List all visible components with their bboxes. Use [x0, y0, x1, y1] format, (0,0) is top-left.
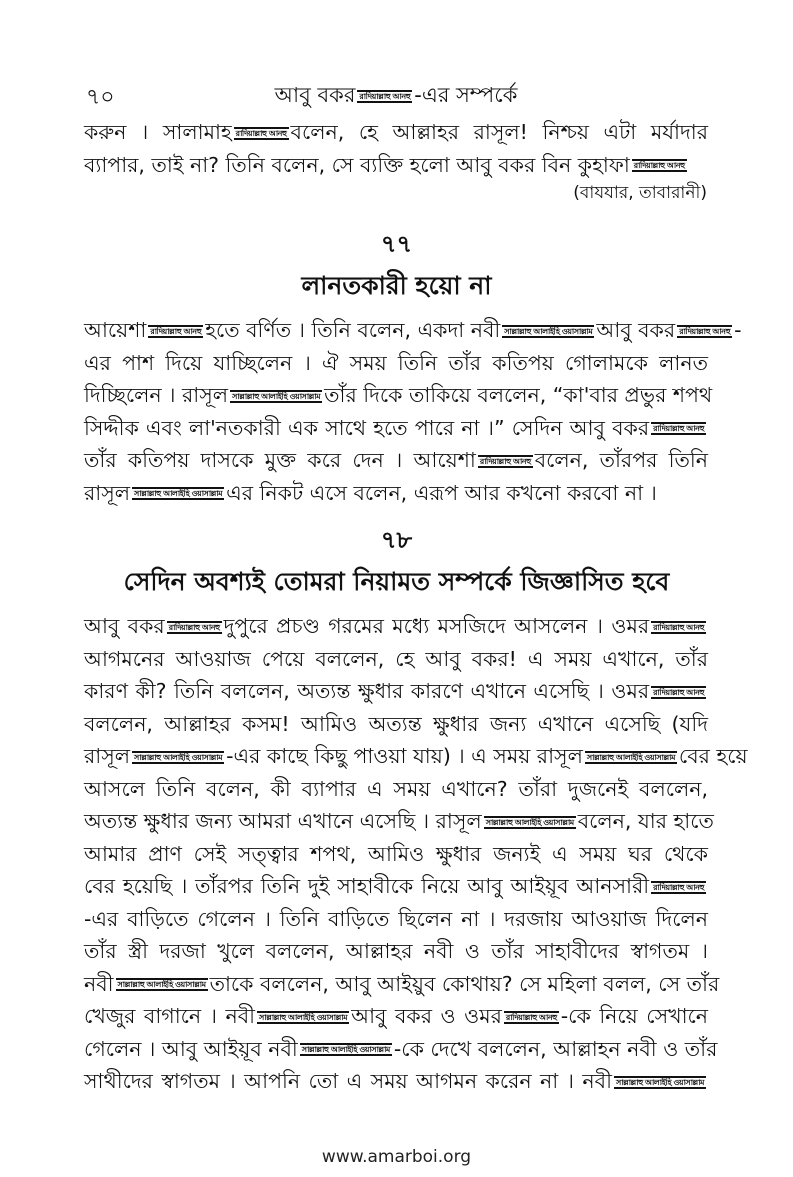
- honorific-icon: রাদিয়াল্লাহু আনহু: [235, 128, 287, 138]
- honorific-icon: রাদিয়াল্লাহু আনহু: [479, 456, 531, 466]
- text-segment: আবু বকর: [84, 614, 165, 638]
- text-line: [84, 116, 708, 149]
- text-segment: -এর বাড়িতে গেলেন । তিনি বাড়িতে ছিলেন না । দরজায় আওয়াজ দিলেন: [84, 906, 708, 931]
- text-segment: করুন । সালামাহ: [84, 120, 232, 144]
- footer-website: www.amarboi.org: [321, 1147, 472, 1167]
- text-line: [84, 347, 708, 380]
- text-segment: গেলেন । আবু আইয়ূব নবী: [84, 1036, 298, 1061]
- text-segment: রাসূল: [84, 744, 131, 768]
- text-segment: -কে দেখে বললেন, আল্লাহন নবী ও তাঁর: [393, 1036, 718, 1061]
- honorific-icon: রাদিয়াল্লাহু আনহু: [679, 326, 731, 336]
- text-segment: বের হয়েছি । তাঁরপর তিনি দুই সাহাবীকে নিয়ে আবু আইয়ূব আনসারী: [84, 874, 650, 898]
- honorific-icon: সাল্লাল্লাহু আলাইহি ওয়াসাল্লাম: [301, 1045, 390, 1054]
- honorific-icon: রাদিয়াল্লাহু আনহু: [633, 161, 685, 170]
- honorific-icon: সাল্লাল্লাহু আলাইহি ওয়াসাল্লাম: [485, 817, 574, 827]
- text-line: [84, 968, 720, 1001]
- section-78-body: [84, 610, 748, 1098]
- text-line: [84, 314, 742, 347]
- page-number: ৭০: [86, 85, 115, 110]
- text-segment: আবু বকর ও ওমর: [351, 1004, 502, 1028]
- text-segment: বললেন, আল্লাহর কসম! আমিও অত্যন্ত ক্ষুধার জন্য এখানে এসেছি (যদি: [84, 711, 708, 736]
- text-line: [84, 903, 708, 936]
- section-number-78: ৭৮: [380, 526, 413, 554]
- honorific-icon: সাল্লাল্লাহু আলাইহি ওয়াসাল্লাম: [504, 326, 593, 336]
- honorific-icon: রাদিয়াল্লাহু আনহু: [653, 687, 704, 697]
- text-line: [84, 412, 708, 445]
- honorific-icon: সাল্লাল্লাহু আলাইহি ওয়াসাল্লাম: [232, 391, 321, 401]
- text-segment: সাথীদের স্বাগতম । আপনি তো এ সময় আগমন করেন না । নবী: [84, 1069, 612, 1093]
- text-segment: তাঁর দিকে তাকিয়ে বললেন, “কা'বার প্রভুর শপথ: [324, 383, 713, 407]
- honorific-icon: সাল্লাল্লাহু আলাইহি ওয়াসাল্লাম: [117, 980, 206, 989]
- text-line: [84, 675, 708, 708]
- text-segment: বলেন, হে আল্লাহর রাসূল! নিশ্চয় এটা মর্যাদার: [290, 120, 708, 144]
- text-line: [84, 1033, 718, 1066]
- text-segment: নবী: [84, 971, 114, 996]
- text-segment: আয়েশা: [84, 318, 147, 342]
- honorific-icon: সাল্লাল্লাহু আলাইহি ওয়াসাল্লাম: [586, 752, 675, 762]
- text-segment: দুপুরে প্রচণ্ড গরমের মধ্যে মসজিদে আসলেন । ওমর: [223, 614, 650, 638]
- text-segment: আসলে তিনি বলেন, কী ব্যাপার এ সময় এখানে? তাঁরা দুজনেই বললেন,: [84, 776, 708, 801]
- honorific-icon: রাদিয়াল্লাহু আনহু: [168, 622, 220, 632]
- text-line: [84, 838, 708, 871]
- text-segment: তাঁর কতিপয় দাসকে মুক্ত করে দেন । আয়েশা: [84, 448, 476, 472]
- text-segment: আবু বকর: [596, 318, 676, 342]
- text-segment: বলেন, তাঁরপর তিনি: [534, 448, 708, 472]
- text-line: [84, 444, 708, 477]
- honorific-icon: রাদিয়াল্লাহু আনহু: [653, 622, 704, 632]
- honorific-icon: রাদিয়াল্লাহু আনহু: [150, 326, 202, 336]
- text-line: [84, 477, 708, 510]
- page-header: [86, 76, 706, 110]
- text-segment: আমার প্রাণ সেই সত্ত্বার শপথ, আমিও ক্ষুধার জন্যই এ সময় ঘর থেকে: [84, 841, 708, 866]
- text-line: [84, 935, 708, 968]
- running-title-post: -এর সম্পর্কে: [414, 83, 518, 107]
- text-line: [84, 610, 708, 643]
- text-segment: সিদ্দীক এবং লা'নতকারী এক সাথে হতে পারে না ।” সেদিন আবু বকর: [84, 415, 650, 440]
- text-segment: -এর কাছে কিছু পাওয়া যায়) । এ সময় রাসূল: [226, 744, 583, 768]
- text-line: [84, 870, 708, 903]
- honorific-icon: সাল্লাল্লাহু আলাইহি ওয়াসাল্লাম: [259, 1012, 348, 1022]
- citation: (বাযযার, তাবারানী): [573, 183, 707, 203]
- text-segment: -: [734, 318, 742, 342]
- honorific-icon: সাল্লাল্লাহু আলাইহি ওয়াসাল্লাম: [134, 489, 223, 498]
- text-segment: এর নিকট এসে বলেন, এরূপ আর কখনো করবো না ।: [226, 480, 657, 505]
- text-segment: কারণ কী? তিনি বললেন, অত্যন্ত ক্ষুধার কারণে এখানে এসেছি । ওমর: [84, 679, 650, 703]
- text-line: [84, 1000, 708, 1033]
- text-line: [84, 740, 748, 773]
- honorific-icon: রাদিয়াল্লাহু আনহু: [359, 91, 411, 101]
- text-line: [84, 1065, 708, 1098]
- text-line: [84, 708, 708, 741]
- text-segment: তাঁর স্ত্রী দরজা খুলে বললেন, আল্লাহর নবী ও তাঁর সাহাবীদের স্বাগতম ।: [84, 939, 708, 963]
- honorific-icon: রাদিয়াল্লাহু আনহু: [653, 424, 704, 433]
- text-line: [84, 643, 708, 676]
- text-line: [84, 805, 714, 838]
- text-segment: অত্যন্ত ক্ষুধার জন্য আমরা এখানে এসেছি । রাসূল: [84, 809, 482, 833]
- section-77-body: [84, 314, 742, 509]
- honorific-icon: রাদিয়াল্লাহু আনহু: [505, 1012, 557, 1022]
- text-segment: বলেন, যার হাতে: [577, 809, 714, 833]
- text-segment: আগমনের আওয়াজ পেয়ে বললেন, হে আবু বকর! এ সময় এখানে, তাঁর: [84, 646, 708, 671]
- running-title-pre: আবু বকর: [274, 83, 356, 107]
- text-segment: -কে নিয়ে সেখানে: [560, 1004, 708, 1028]
- text-segment: এর পাশ দিয়ে যাচ্ছিলেন । ঐ সময় তিনি তাঁর কতিপয় গোলামকে লানত: [84, 350, 708, 375]
- honorific-icon: সাল্লাল্লাহু আলাইহি ওয়াসাল্লাম: [615, 1077, 704, 1087]
- running-title: [86, 79, 706, 114]
- text-segment: ব্যাপার, তাই না? তিনি বলেন, সে ব্যক্তি হলো আবু বকর বিন কুহাফা: [84, 152, 630, 177]
- honorific-icon: রাদিয়াল্লাহু আনহু: [653, 882, 704, 892]
- section-number-77: ৭৭: [380, 230, 413, 258]
- text-segment: খেজুর বাগানে । নবী: [84, 1004, 256, 1028]
- section-title-78: সেদিন অবশ্যই তোমরা নিয়ামত সম্পর্কে জিজ্ঞাসিত হবে: [123, 567, 670, 596]
- text-line: [84, 379, 713, 412]
- text-line: [84, 149, 708, 182]
- text-segment: দিচ্ছিলেন । রাসূল: [84, 383, 229, 407]
- text-segment: রাসূল: [84, 480, 131, 505]
- text-segment: তাকে বললেন, আবু আইয়ুব কোথায়? সে মহিলা বলল, সে তাঁর: [209, 971, 720, 996]
- honorific-icon: সাল্লাল্লাহু আলাইহি ওয়াসাল্লাম: [134, 752, 223, 762]
- section-title-77: লানতকারী হয়ো না: [301, 271, 492, 300]
- text-segment: হতে বর্ণিত । তিনি বলেন, একদা নবী: [205, 318, 501, 342]
- text-segment: বের হয়ে: [678, 744, 748, 768]
- intro-paragraph: [84, 116, 708, 181]
- text-line: [84, 773, 708, 806]
